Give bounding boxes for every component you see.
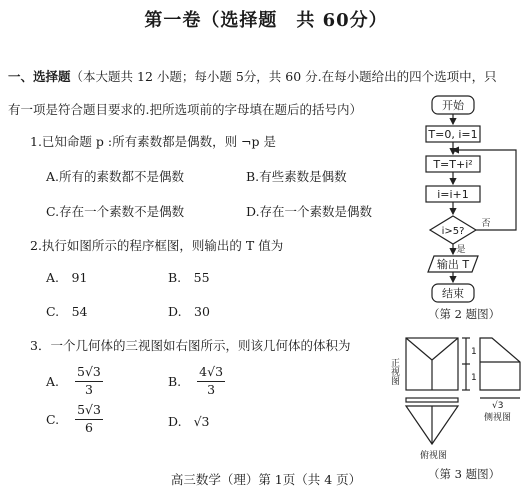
dimension-1-bottom: 1 bbox=[471, 373, 477, 383]
option-c-fraction bbox=[75, 404, 103, 434]
option-c-numerator: 5√3 bbox=[75, 404, 103, 420]
section-header bbox=[8, 66, 497, 85]
question-3-stem: 3．一个几何体的三视图如右图所示，则该几何体的体积为 bbox=[30, 338, 351, 353]
question-3-option-b bbox=[168, 366, 225, 396]
flowchart-no-label: 否 bbox=[481, 219, 491, 229]
page-title: 第一卷（选择题 共 60分） bbox=[144, 10, 388, 31]
option-b-denominator: 3 bbox=[207, 381, 216, 397]
flowchart-caption: （第 2 题图） bbox=[428, 307, 501, 321]
option-d-value: √3 bbox=[193, 414, 210, 429]
question-1-option-a: A.所有的素数都不是偶数 bbox=[46, 169, 185, 184]
option-a-fraction bbox=[75, 366, 103, 396]
flowchart-init-text: T=0, i=1 bbox=[428, 128, 478, 141]
top-view-label: 俯视图 bbox=[420, 451, 448, 461]
flowchart-update-i-text: i=i+1 bbox=[437, 188, 469, 201]
side-view-outline bbox=[480, 338, 520, 390]
question-2-option-b: B. 55 bbox=[168, 270, 210, 285]
flowchart-figure bbox=[412, 92, 524, 320]
question-1-option-b: B.有些素数是偶数 bbox=[246, 169, 347, 184]
flowchart-end-text: 结束 bbox=[442, 287, 464, 300]
page-footer: 高三数学（理）第 1页（共 4 页） bbox=[170, 472, 362, 487]
option-b-label: B. bbox=[168, 373, 182, 389]
question-1-stem: 1.已知命题 p :所有素数都是偶数，则 ¬p 是 bbox=[30, 134, 277, 149]
question-3-option-c bbox=[46, 404, 103, 434]
flowchart-yes-label: 是 bbox=[456, 245, 466, 255]
question-2-option-c: C. 54 bbox=[46, 304, 88, 319]
option-a-label: A. bbox=[46, 373, 60, 389]
three-view-caption: （第 3 题图） bbox=[428, 467, 501, 481]
dimension-sqrt3: √3 bbox=[492, 401, 504, 411]
option-c-denominator: 6 bbox=[85, 419, 93, 435]
question-2-option-a: A. 91 bbox=[46, 270, 88, 285]
question-1-option-d: D.存在一个素数是偶数 bbox=[246, 204, 373, 219]
option-a-denominator: 3 bbox=[84, 381, 93, 397]
option-c-label: C. bbox=[46, 411, 60, 427]
section-heading: 一、选择题 bbox=[8, 69, 71, 84]
question-3-option-a bbox=[46, 366, 103, 396]
question-1-option-c: C.存在一个素数不是偶数 bbox=[46, 204, 185, 219]
option-b-numerator: 4√3 bbox=[197, 366, 225, 382]
dimension-1-top: 1 bbox=[471, 347, 477, 357]
option-b-fraction bbox=[197, 366, 225, 396]
question-2-option-d: D. 30 bbox=[168, 304, 210, 319]
option-d-label: D. bbox=[168, 414, 182, 429]
flowchart-condition-text: i>5? bbox=[441, 226, 465, 237]
flowchart-start-text: 开始 bbox=[442, 99, 464, 112]
question-3-option-d bbox=[168, 414, 209, 429]
section-instruction-line2: 有一项是符合题目要求的.把所选项前的字母填在题后的括号内） bbox=[8, 102, 362, 117]
question-2-stem: 2.执行如图所示的程序框图，则输出的 T 值为 bbox=[30, 238, 284, 253]
front-view-label: 正视图 bbox=[389, 358, 399, 385]
flowchart-update-t-text: T=T+i² bbox=[433, 158, 473, 171]
three-view-figure bbox=[389, 332, 528, 472]
section-instruction-line1: （本大题共 12 小题；每小题 5分，共 60 分.在每小题给出的四个选项中，只 bbox=[70, 69, 497, 84]
flowchart-output-text: 输出 T bbox=[436, 258, 470, 271]
option-a-numerator: 5√3 bbox=[75, 366, 103, 382]
top-view-bar bbox=[406, 398, 458, 402]
side-view-label: 侧视图 bbox=[484, 413, 512, 423]
